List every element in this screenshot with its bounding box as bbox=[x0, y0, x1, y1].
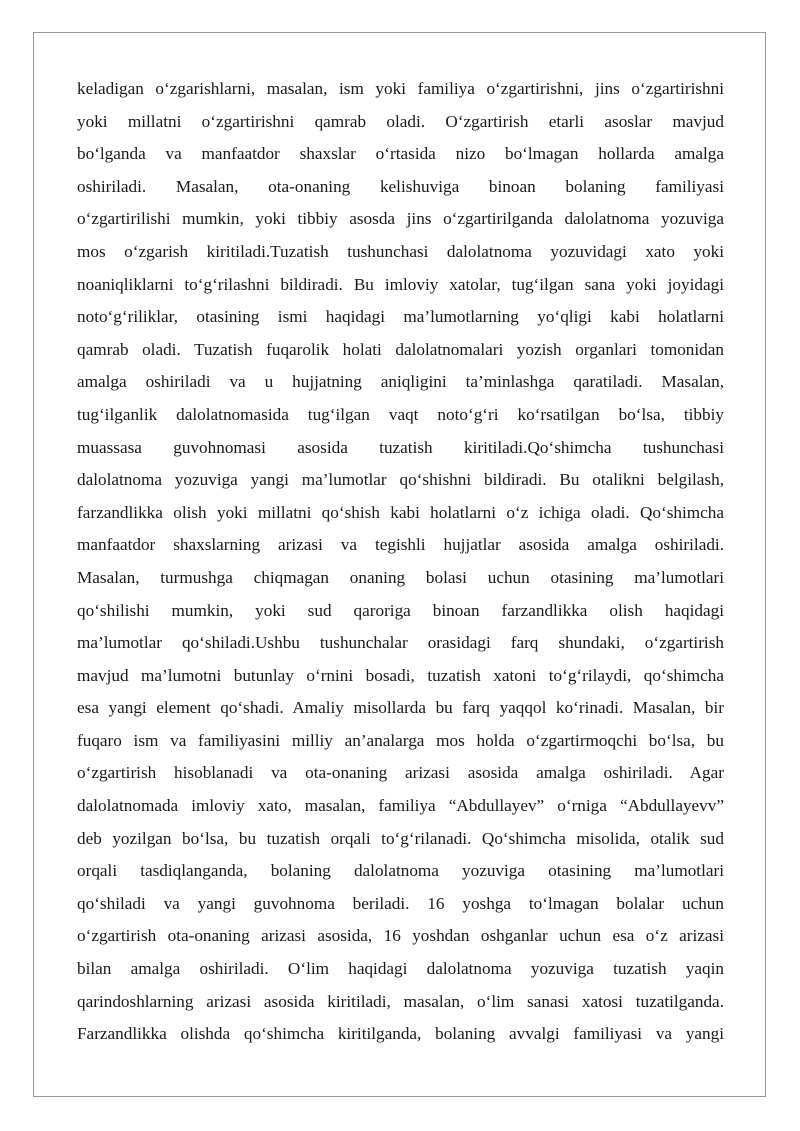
text-line: Farzandlikka olishda qo‘shimcha kiritilganda, bolaning avvalgi familiyasi va yangi bbox=[77, 1024, 724, 1044]
text-line: qo‘shiladi va yangi guvohnoma beriladi. 16 yoshga to‘lmagan bolalar uchun bbox=[77, 893, 724, 913]
text-line: Masalan, turmushga chiqmagan onaning bolasi uchun otasining ma’lumotlari bbox=[77, 567, 724, 587]
body-paragraph bbox=[77, 73, 724, 1051]
text-line: o‘zgartirish ota-onaning arizasi asosida, 16 yoshdan oshganlar uchun esa o‘z arizasi bbox=[77, 926, 724, 946]
text-line: ma’lumotlar qo‘shiladi.Ushbu tushunchalar orasidagi farq shundaki, o‘zgartirish bbox=[77, 633, 724, 653]
text-line: qo‘shilishi mumkin, yoki sud qaroriga binoan farzandlikka olish haqidagi bbox=[77, 600, 724, 620]
text-line: mos o‘zgarish kiritiladi.Tuzatish tushunchasi dalolatnoma yozuvidagi xato yoki bbox=[77, 241, 724, 261]
text-line: farzandlikka olish yoki millatni qo‘shish kabi holatlarni o‘z ichiga oladi. Qo‘shimcha bbox=[77, 502, 724, 522]
text-line: yoki millatni o‘zgartirishni qamrab oladi. O‘zgartirish etarli asoslar mavjud bbox=[77, 111, 724, 131]
text-line: tug‘ilganlik dalolatnomasida tug‘ilgan vaqt noto‘g‘ri ko‘rsatilgan bo‘lsa, tibbiy bbox=[77, 404, 724, 424]
text-line: muassasa guvohnomasi asosida tuzatish kiritiladi.Qo‘shimcha tushunchasi bbox=[77, 437, 724, 457]
text-line: qamrab oladi. Tuzatish fuqarolik holati dalolatnomalari yozish organlari tomonidan bbox=[77, 339, 724, 359]
text-line: noaniqliklarni to‘g‘rilashni bildiradi. Bu imloviy xatolar, tug‘ilgan sana yoki joyidagi bbox=[77, 274, 724, 294]
text-line: o‘zgartirilishi mumkin, yoki tibbiy asosda jins o‘zgartirilganda dalolatnoma yozuviga bbox=[77, 209, 724, 229]
text-line: bilan amalga oshiriladi. O‘lim haqidagi dalolatnoma yozuviga tuzatish yaqin bbox=[77, 959, 724, 979]
text-line: orqali tasdiqlanganda, bolaning dalolatnoma yozuviga otasining ma’lumotlari bbox=[77, 861, 724, 881]
text-line: o‘zgartirish hisoblanadi va ota-onaning arizasi asosida amalga oshiriladi. Agar bbox=[77, 763, 724, 783]
text-line: oshiriladi. Masalan, ota-onaning kelishuviga binoan bolaning familiyasi bbox=[77, 176, 724, 196]
text-line: noto‘g‘riliklar, otasining ismi haqidagi ma’lumotlarning yo‘qligi kabi holatlarni bbox=[77, 307, 724, 327]
text-line: dalolatnomada imloviy xato, masalan, familiya “Abdullayev” o‘rniga “Abdullayevv” bbox=[77, 796, 724, 816]
text-line: dalolatnoma yozuviga yangi ma’lumotlar qo‘shishni bildiradi. Bu otalikni belgilash, bbox=[77, 470, 724, 490]
text-line: manfaatdor shaxslarning arizasi va tegishli hujjatlar asosida amalga oshiriladi. bbox=[77, 535, 724, 555]
text-line: bo‘lganda va manfaatdor shaxslar o‘rtasida nizo bo‘lmagan hollarda amalga bbox=[77, 144, 724, 164]
text-line: esa yangi element qo‘shadi. Amaliy misollarda bu farq yaqqol ko‘rinadi. Masalan, bir bbox=[77, 698, 724, 718]
text-line: amalga oshiriladi va u hujjatning aniqligini ta’minlashga qaratiladi. Masalan, bbox=[77, 372, 724, 392]
text-line: keladigan o‘zgarishlarni, masalan, ism yoki familiya o‘zgartirishni, jins o‘zgartirishni bbox=[77, 79, 724, 98]
text-line: fuqaro ism va familiyasini milliy an’analarga mos holda o‘zgartirmoqchi bo‘lsa, bu bbox=[77, 730, 724, 750]
text-line: deb yozilgan bo‘lsa, bu tuzatish orqali to‘g‘rilanadi. Qo‘shimcha misolida, otalik sud bbox=[77, 828, 724, 848]
text-line: qarindoshlarning arizasi asosida kiritiladi, masalan, o‘lim sanasi xatosi tuzatilganda. bbox=[77, 991, 724, 1011]
text-line: mavjud ma’lumotni butunlay o‘rnini bosadi, tuzatish xatoni to‘g‘rilaydi, qo‘shimcha bbox=[77, 665, 724, 685]
